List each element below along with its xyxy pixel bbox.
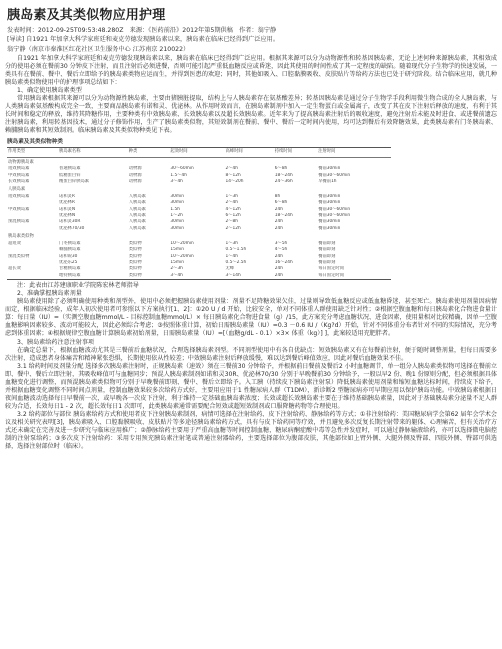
table-cell: 餐前30min xyxy=(318,166,341,172)
table-cell: 类似物 xyxy=(128,253,142,259)
table-cell: 1.5h xyxy=(170,206,180,212)
table-cell: 30min xyxy=(170,219,184,225)
table-cell: 1～2h xyxy=(170,213,183,219)
table-body xyxy=(7,157,391,279)
table-cell: 人胰岛素 xyxy=(128,193,146,199)
table-cell: 诺和锐30 xyxy=(59,253,78,259)
table-cell: 优泌林70/30 xyxy=(59,225,85,231)
table-cell: 诺和灵R xyxy=(59,193,75,199)
table-cell: 30～60min xyxy=(170,166,194,172)
section-3-body: 在确定总量下，根据血糖波动尤其是三餐前后血糖状况，合理选择胰岛素剂型。不同剂型使用中有各自优缺点：短效胰岛素又有在每餐前注射，便于随时调整剂量，但每日需要多次注射，造成患者身体痛苦和精神紧张恐惧，长期使用依从性较差；中效胰岛素注射后释放缓慢，难以达到餐后峰值效应，因此对餐后血糖效果不佳。 xyxy=(5,346,497,362)
table-cell: 30min xyxy=(170,200,184,206)
table-cell: 餐前30min xyxy=(318,193,341,199)
table-cell: 餐前30min xyxy=(318,225,341,231)
table-cell: 4～12h xyxy=(225,206,241,212)
table-cell: 1～3h xyxy=(225,240,238,246)
table-cell: 0.5～1.5h xyxy=(225,247,247,253)
table-cell: 6～8h xyxy=(274,200,288,206)
table-cell: 15min xyxy=(170,259,184,265)
table-cell: 6～12h xyxy=(225,213,241,219)
table-cell: 动物源 xyxy=(128,166,142,172)
table-cell: 超短效 xyxy=(8,240,21,246)
table-cell: 24h xyxy=(274,225,283,231)
intro-paragraph: 自1921 年加拿大科学家班廷和麦克劳德发现胰岛素以来，胰岛素在临床已经得到广泛应用。根据其来源可以分为动物源性和转基因胰岛素，无论上述何种来源胰岛素，其相效成分的使用必须在餐前30 分钟皮下注射，而且注射后必须进餐，否则可能引起严重低血糖反应或昏迷，因此其使用的时间性成了其一定程度的缺陷。随着现代分子生物学的快速发展，一类具有在餐前、餐中、餐后立即给予的胰岛素类物应运而生，并得到医患的欢迎；同时，其他如吸入、口腔黏膜吸收、皮肤贴片等给药方法也已处于研究阶段。结合临床应用，就几种胰岛素类似物使用中的护理事项总结如下： xyxy=(5,54,497,87)
table-cell: 1.5～4h xyxy=(170,172,188,178)
table-header-row xyxy=(7,148,391,157)
table-group-row xyxy=(7,157,391,166)
table-header-cell: 注射时间 xyxy=(317,148,391,157)
table-cell: 诺和灵30R xyxy=(59,219,81,225)
table-cell: 动物源 xyxy=(128,179,142,185)
table-cell: 赖脯胰岛素 xyxy=(59,247,81,253)
table-group-row xyxy=(7,232,391,240)
table-cell: 甘精胰岛素 xyxy=(59,266,81,272)
table-header-cell: 作用类型 xyxy=(7,148,58,157)
table-cell: 无峰 xyxy=(225,266,235,272)
table-cell: 长效胰岛素 xyxy=(8,179,30,185)
table-cell: 3～4h xyxy=(169,273,224,280)
table-cell: 诺和灵N xyxy=(59,206,76,212)
table-cell: 类似物 xyxy=(128,273,170,280)
table-group-label: 人胰岛素 xyxy=(8,187,26,193)
table-cell: 16～24h xyxy=(274,259,293,265)
table-cell: 普通胰岛素 xyxy=(59,166,81,172)
table-cell: 3～4h xyxy=(170,179,183,185)
table-cell: 每日固定时间 xyxy=(317,273,391,280)
article-summary: [导读] 自1921 年加拿大科学家班廷和麦克劳德发现胰岛素以来，胰岛素在临床已经得到广泛应用。 xyxy=(7,36,280,44)
table-row xyxy=(7,273,391,280)
table-cell: 餐前即刻 xyxy=(318,240,336,246)
table-cell: 早餐前1h xyxy=(318,179,337,185)
table-cell: 3～14h xyxy=(225,273,274,280)
table-cell: 优泌乐25 xyxy=(59,259,78,265)
table-cell: 类似物 xyxy=(128,266,142,272)
table-cell: 类似物 xyxy=(128,259,142,265)
table-cell: 人胰岛素 xyxy=(128,225,146,231)
table-cell: 门冬胰岛素 xyxy=(59,240,81,246)
table-cell xyxy=(7,273,58,280)
table-cell: 10～20min xyxy=(170,240,194,246)
table-cell: 18～24h xyxy=(274,172,293,178)
table-cell: 餐前30min xyxy=(318,219,341,225)
table-cell: 短效胰岛素 xyxy=(8,166,30,172)
table-cell: 2～12h xyxy=(225,225,241,231)
table-cell: 0.5～2.5h xyxy=(225,259,247,265)
section-1-body: 常用胰岛素根据其来源可以分为动物源性胰岛素，主要由猪胰脏提取，结构上与人胰岛素存在氨基酸差异；转基因胰岛素是通过分子生物学手段利用微生物合成的全人胰岛素，与人类胰岛素氨基酸构成完全一致，主要商品胰岛素有诺和灵、优泌林。从作用时效而言，在胰岛素制剂中加入一定生物蛋白或金属离子，改变了其在皮下注射后释放的速度，有利于其长时间和稳定的释放，维持其降糖作用，主要种类有中效胰岛素、长效胰岛素以及超长效胰岛素。近年来为了提高胰岛素注射后的吸收速度，避免注射后未能及时进食、或进餐前遗忘注射胰岛素，利用转基因技术，通过分子修饰作用，生产了胰岛素类似物，其短效制剂在餐前、餐中、餐后一定时间内使用，均可达到餐后有效降糖效果，此类胰岛素有门冬胰岛素、赖脯胰岛素和其短效制剂。临床胰岛素及其类似物种类见下表。 xyxy=(5,95,497,135)
table-cell: 24h xyxy=(274,206,283,212)
table-cell: 24h xyxy=(274,266,283,272)
table-cell: 餐前30min xyxy=(318,200,341,206)
table-header-cell: 高峰时间 xyxy=(225,148,274,157)
table-header-cell: 种类 xyxy=(128,148,170,157)
table-cell: 24～36h xyxy=(274,179,293,185)
table-cell: 6～8h xyxy=(274,166,288,172)
table-cell: 24h xyxy=(274,273,317,280)
table-group-label: 胰岛素类似物 xyxy=(8,234,34,240)
table-cell: 低精蛋白锌 xyxy=(59,172,81,178)
table-group-label: 动物源胰岛素 xyxy=(8,159,34,165)
table-cell: 人胰岛素 xyxy=(128,213,146,219)
table-cell: 餐前30～60min xyxy=(318,172,351,178)
table-cell: 30min xyxy=(170,225,184,231)
table-cell: 2～4h xyxy=(225,200,238,206)
section-heading-1: 1、确定使用胰岛素类型 xyxy=(17,87,82,95)
table-cell: 中效胰岛素 xyxy=(8,206,30,212)
table-cell: 地特胰岛素 xyxy=(58,273,128,280)
table-caption: 胰岛素及其类似物种类 xyxy=(7,139,63,146)
table-cell: 4～5h xyxy=(274,247,288,253)
table-cell: 预混类似物 xyxy=(8,253,30,259)
table-cell: 类似物 xyxy=(128,240,142,246)
table-cell: 14～20h xyxy=(225,179,244,185)
table-cell: 8h xyxy=(274,193,281,199)
table-cell: 2～8h xyxy=(225,219,238,225)
table-cell: 15min xyxy=(170,247,184,253)
insulin-table xyxy=(7,147,391,280)
table-cell: 餐前即刻 xyxy=(318,247,336,253)
section-heading-3: 3、胰岛素给药注意注射事项 xyxy=(17,338,95,346)
section-heading-2: 2、准确掌握胰岛素剂量 xyxy=(17,290,82,298)
table-note: 注：此表由江苏建康职业学院陈宏林老师指导 xyxy=(17,282,139,290)
table-cell: 餐前30～60min xyxy=(318,206,351,212)
table-cell: 18～24h xyxy=(274,213,293,219)
article-title: 胰岛素及其类似物应用护理 xyxy=(7,8,166,23)
table-cell: 餐前30～60min xyxy=(318,213,351,219)
table-cell: 预混胰岛素 xyxy=(8,219,30,225)
table-cell: 10～20min xyxy=(170,253,194,259)
table-cell: 精蛋白锌胰岛素 xyxy=(59,179,90,185)
table-header-cell: 起效时间 xyxy=(169,148,224,157)
table-cell: 24h xyxy=(274,253,283,259)
table-cell: 人胰岛素 xyxy=(128,219,146,225)
table-cell: 类似物 xyxy=(128,247,142,253)
table-cell: 短效胰岛素 xyxy=(8,193,30,199)
table-cell: 每日固定时间 xyxy=(318,266,344,272)
insulin-table-figure xyxy=(5,138,497,280)
table-cell: 24h xyxy=(274,219,283,225)
author-line: 翁宁静（南京市秦淮区红花社区卫生服务中心 江苏南京 210022） xyxy=(7,45,190,53)
table-cell: 优泌林N xyxy=(59,213,76,219)
table-cell: 人胰岛素 xyxy=(128,200,146,206)
section-2-body: 胰岛素使用除了必须明确使用种类和剂型外，使用中必须把握胰岛素使用剂量：剂量不足降糖效果欠佳，过量则导致低血糖反应或低血糖昏迷，甚至死亡。胰岛素使用剂量因病情而定，根据临床经验，成年人初次使用者可参照以下方案执行[1、2]：①20 U / d 开始，比较安全，单对不同体重人群使用缺乏针对性；②根据空腹血糖和每日胰岛素化合物进食量计算：每日量（IU）=（实测空腹血糖mmol/L - 目标控制血糖mmol/L）× 每日胰岛素化合物进食量（g）/15，此方案充分考虑血糖状况、进食因素，使用量相对比较精确，因单一空腹血糖影响因素较多、波动可能较大，因此必须综合考虑；③按照体重计算，初始日需胰岛素量（IU）=0.3 －0.6 IU /（Kg?d）开始，针对不同体重分布者针对不同的实际情况，充分考虑到体重因素；④根据规律空腹血糖计算胰岛素初始剂量，日需胰岛素量（IU）=[（血糖g/dL - 0.1）×3× 体重（kg）] ]，此案较适用充肥胖者。 xyxy=(5,298,497,338)
table-cell: 30min xyxy=(170,193,184,199)
table-cell: 人胰岛素 xyxy=(128,206,146,212)
table-cell: 3～5h xyxy=(274,240,288,246)
table-group-row xyxy=(7,185,391,193)
table-cell: 超长效 xyxy=(8,266,21,272)
section-3-2-body: 3.2 给药部位与部位 胰岛素给药方式和使用者皮下注射胰岛素制剂，病情可选择在注射给药、皮下注射给药、静脉给药等方式；①非注射给药：美国糖尿病学会第62 届年会学术会议及相关研究表明[3]，胰岛素吸入、口腔黏膜吸收、皮肤贴片等多途径胰岛素给药方式，具有与皮下给药同等疗效，并且避免多次反复长期注射带来的躯体、心理痛苦，但有关治疗方式还未确定在完善及进一步研究与临床应用推广；②静脉给药主要用于严重高血糖等时间控制血糖，糖尿病酮症酸中毒等急性并发症时，可以通过静脉输液给药，亦可以选择微电脑控制的注射泵给药；③多次皮下注射给药：采用专用预充胰岛素注射笔或普通注射器给药，主要选择部位为腹部皮肤，其他部位如上臂外侧、大腿外侧及臀部、四肢外侧、臀部可供选择，选择注射部位时（临床）。 xyxy=(5,410,497,451)
table-header-cell: 胰岛素名称 xyxy=(58,148,128,157)
article-meta: 发表时间：2012-09-25T09:53:48.280Z 来源：《医药前沿》2012年第5期供稿 作者：翁宁静 xyxy=(7,27,277,34)
table-cell: 餐前即刻 xyxy=(318,259,336,265)
table-cell: 2～4h xyxy=(225,166,238,172)
section-3-1-body: 3.1 给药时间及剂量分配 选择多次胰岛素注射时，正规胰岛素（速效）须在三餐前30 分钟给予，并根据前日餐前及餐后2 小时血糖调节，单一组分人胰岛素类似物可选择在餐前立即、餐中、餐后立即注射，其吸收峰值可与血糖同步；预混人胰岛素制剂如诺和灵30R、优泌林70/30 分别于早晚餐前30 分钟给予，一般以早2 份、晚1 份原则分配，但必须根据具体血糖变化进行调整，而预混胰岛素类似物可分别于早晚餐前即刻、餐中、餐后立即给予。入工胰（持续皮下胰岛素注射泵）降低胰岛素使用剂量和缩短血糖达标时间，持续皮下给予，并根据血糖变化调整不同时间点剂量，控制血糖效果较多次给药方式好，主要用应用于1 性糖尿病人群（T1DM），新诊断2 型糖尿病亦可早期应用以保护胰岛功能。中效胰岛素根据日夜间血糖波动选择每日早餐前一次，或早晚各一次皮下注射，利于维持一定基础血胰岛素浓度；长效或超长效胰岛素主要在于维持基础胰岛素量，因此对于基础胰岛素分泌量不足人群较为合适，长效每日1 - 2 次，超长效每日1 次即可，此类胰岛素通常需要配合短效或超短效制剂或口服降糖药物等合理使用。 xyxy=(5,362,498,410)
table-cell: 2～3h xyxy=(170,266,183,272)
table-cell: 1～4h xyxy=(225,253,238,259)
table-header-cell: 持续时间 xyxy=(274,148,317,157)
table-cell: 8～12h xyxy=(225,172,241,178)
table-cell: 餐前即刻 xyxy=(318,253,336,259)
table-cell: 优泌林R xyxy=(59,200,75,206)
table-cell: 中效胰岛素 xyxy=(8,172,30,178)
table-cell: 1～3h xyxy=(225,193,238,199)
table-cell: 动物源 xyxy=(128,172,142,178)
